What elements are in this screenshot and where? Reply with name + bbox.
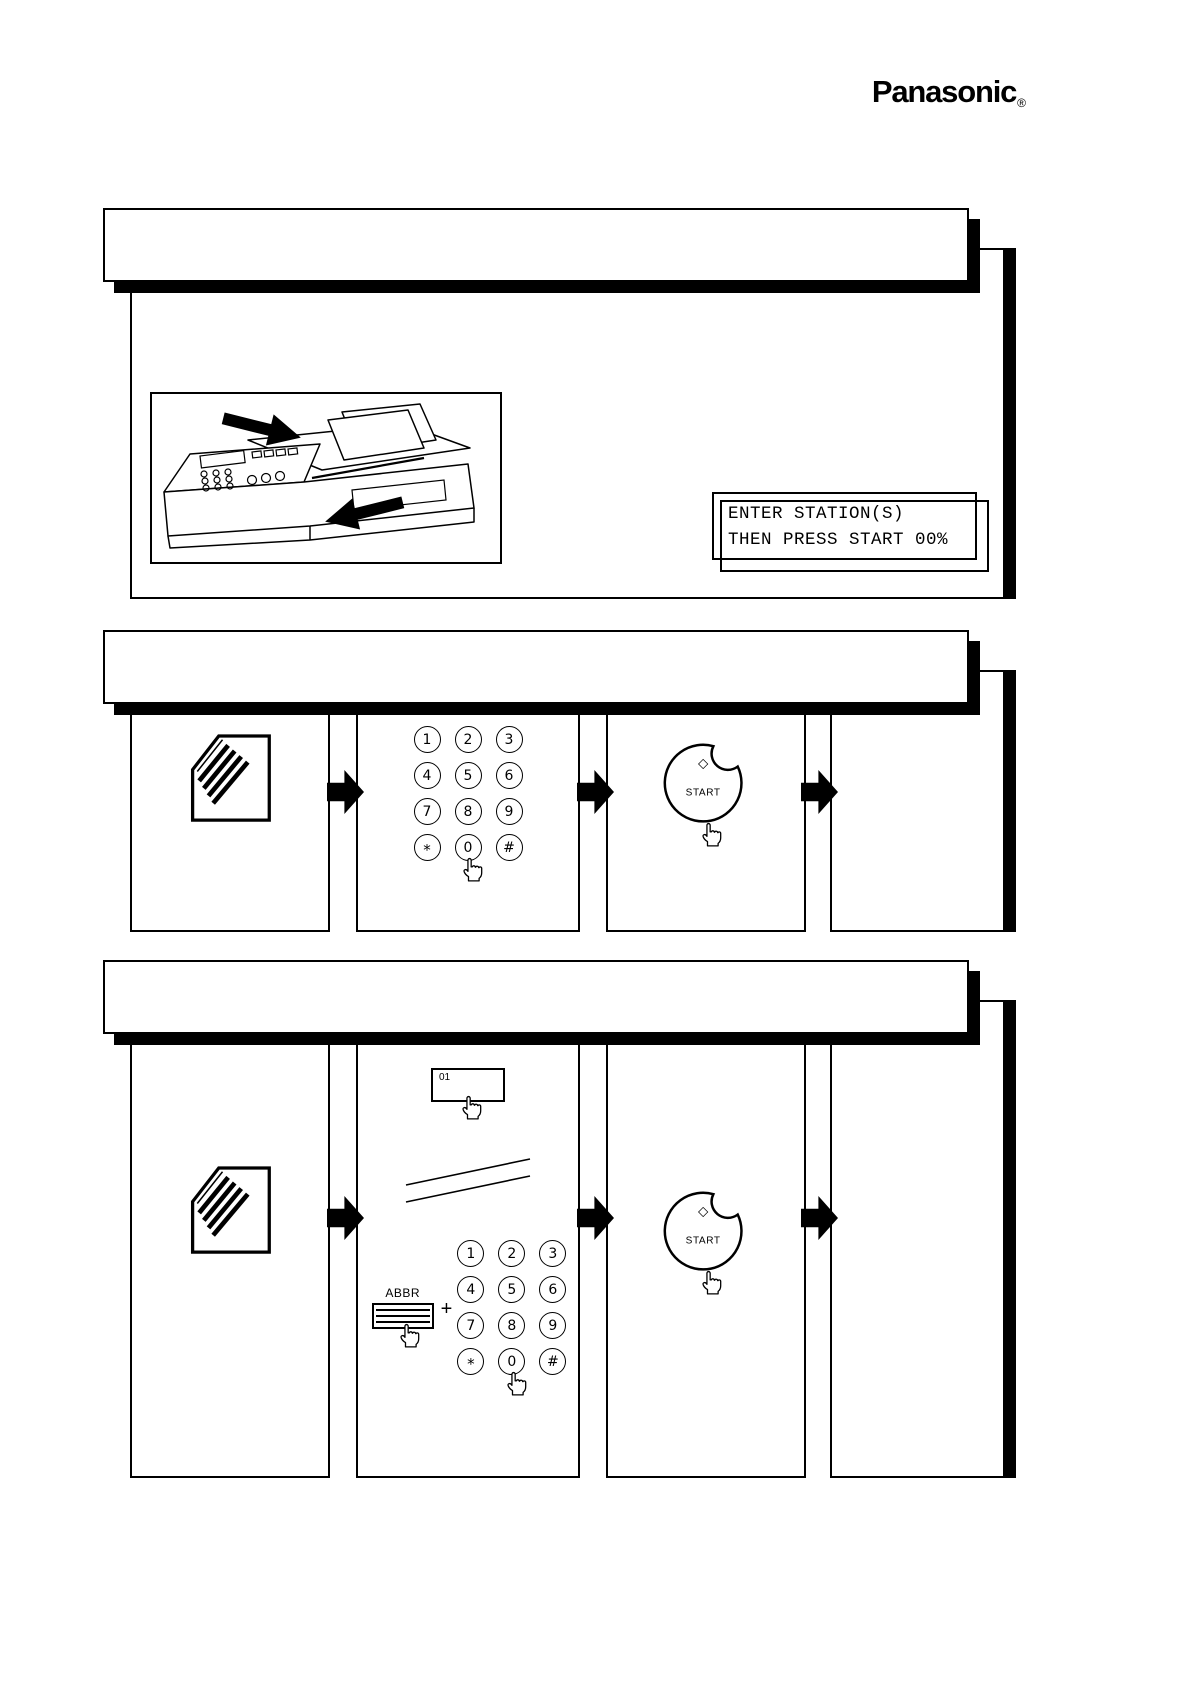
key-star[interactable]: * <box>414 834 441 861</box>
key-9[interactable]: 9 <box>539 1312 566 1339</box>
hand-icon <box>699 822 723 847</box>
key-7[interactable]: 7 <box>414 798 441 825</box>
key-6[interactable]: 6 <box>496 762 523 789</box>
key-0[interactable]: 0 <box>455 834 482 861</box>
abbr-dial-group <box>370 1240 567 1375</box>
key-3[interactable]: 3 <box>496 726 523 753</box>
section1-content <box>130 248 1005 599</box>
plus-sign: + <box>440 1298 453 1320</box>
numeric-keypad <box>414 726 523 861</box>
start-diamond-icon: ◇ <box>697 1204 709 1220</box>
one-touch-key-label: 01 <box>439 1072 451 1083</box>
start-key-block <box>660 738 752 847</box>
brand-logo-text: Panasonic <box>871 74 1017 109</box>
s2-step1-panel <box>130 670 330 932</box>
key-3[interactable]: 3 <box>539 1240 566 1267</box>
key-5[interactable]: 5 <box>498 1276 525 1303</box>
start-key-label: START <box>685 787 721 799</box>
key-5[interactable]: 5 <box>455 762 482 789</box>
key-0[interactable]: 0 <box>498 1348 525 1375</box>
key-hash[interactable]: # <box>496 834 523 861</box>
key-2[interactable]: 2 <box>498 1240 525 1267</box>
s3-step3-panel <box>606 1000 806 1478</box>
hand-icon <box>397 1323 421 1348</box>
or-divider-icon <box>405 1152 531 1204</box>
document-icon <box>187 732 273 826</box>
key-6[interactable]: 6 <box>539 1276 566 1303</box>
numeric-keypad <box>457 1240 566 1375</box>
brand-logo <box>851 74 1026 110</box>
s2-step3-panel <box>606 670 806 932</box>
key-9[interactable]: 9 <box>496 798 523 825</box>
key-4[interactable]: 4 <box>414 762 441 789</box>
key-4[interactable]: 4 <box>457 1276 484 1303</box>
registered-mark-icon: ® <box>1017 96 1026 110</box>
lcd-line-2: THEN PRESS START 00% <box>728 530 949 550</box>
start-key[interactable] <box>660 738 752 830</box>
key-1[interactable]: 1 <box>414 726 441 753</box>
key-8[interactable]: 8 <box>455 798 482 825</box>
section3-title-bar <box>103 960 969 1034</box>
fax-machine-illustration <box>150 392 502 564</box>
start-key-block <box>660 1186 752 1295</box>
section2-title-bar <box>103 630 969 704</box>
s3-step1-panel <box>130 1000 330 1478</box>
key-7[interactable]: 7 <box>457 1312 484 1339</box>
key-2[interactable]: 2 <box>455 726 482 753</box>
start-diamond-icon: ◇ <box>697 756 709 772</box>
key-hash[interactable]: # <box>539 1348 566 1375</box>
key-1[interactable]: 1 <box>457 1240 484 1267</box>
section1-title-bar <box>103 208 969 282</box>
abbr-key-block <box>370 1286 436 1348</box>
s3-step4-panel <box>830 1000 1005 1478</box>
start-key-label: START <box>685 1235 721 1247</box>
s2-step4-panel <box>830 670 1005 932</box>
key-star[interactable]: * <box>457 1348 484 1375</box>
abbr-key-label: ABBR <box>385 1286 420 1300</box>
document-icon <box>187 1164 273 1258</box>
hand-icon <box>504 1371 528 1396</box>
start-key[interactable] <box>660 1186 752 1278</box>
key-8[interactable]: 8 <box>498 1312 525 1339</box>
one-touch-key-block <box>431 1068 505 1120</box>
fax-machine-drawing <box>152 394 500 562</box>
keypad-block <box>414 726 523 861</box>
keypad-block <box>457 1240 566 1375</box>
s3-step2-panel <box>356 1000 580 1478</box>
hand-icon <box>460 857 484 882</box>
s2-step2-panel <box>356 670 580 932</box>
lcd-line-1: ENTER STATION(S) <box>728 504 905 524</box>
hand-icon <box>459 1095 483 1120</box>
hand-icon <box>699 1270 723 1295</box>
lcd-display <box>712 492 977 560</box>
